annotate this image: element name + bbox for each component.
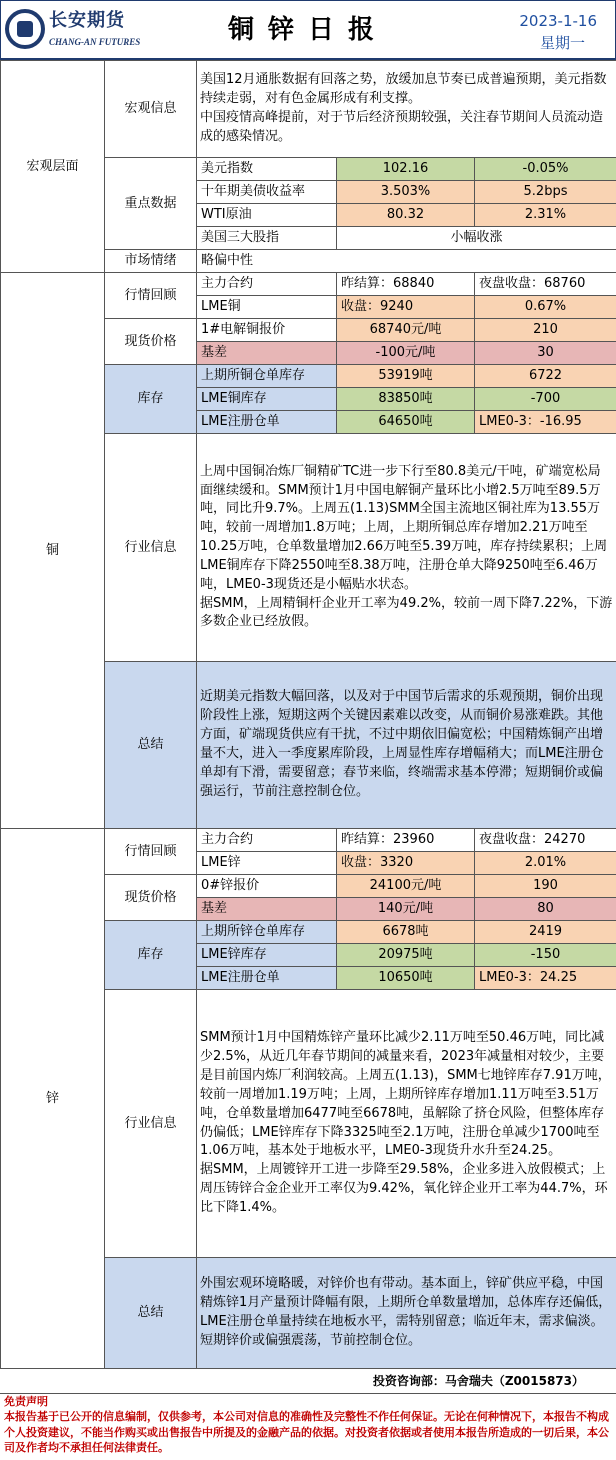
copper-inventory-value: 83850吨 (337, 388, 475, 411)
zinc-inventory-name: 上期所锌仓单库存 (197, 921, 337, 944)
zinc-inventory-label: 库存 (105, 921, 197, 990)
zinc-spot-price: 24100元/吨 (337, 875, 475, 898)
copper-inventory-change: LME0-3：-16.95 (475, 411, 616, 434)
zinc-basis-name: 基差 (197, 898, 337, 921)
copper-inventory-change: 6722 (475, 365, 616, 388)
zinc-inventory-change: LME0-3：24.25 (475, 967, 616, 990)
copper-market-label: 行情回顾 (105, 273, 197, 319)
copper-main-contract: 主力合约 (197, 273, 337, 296)
zinc-spot-change: 190 (475, 875, 616, 898)
zinc-market-label: 行情回顾 (105, 829, 197, 875)
key-data-value: 3.503% (337, 181, 475, 204)
copper-spot-label: 现货价格 (105, 319, 197, 365)
copper-inventory-label: 库存 (105, 365, 197, 434)
copper-industry-text: 上周中国铜冶炼厂铜精矿TC进一步下行至80.8美元/干吨，矿端宽松局面继续缓和。SMM预计1月中国电解铜产量环比小增2.5万吨至89.5万吨，同比升9.7%。上周五(1.13)SMM全国主流地区铜社库为13.55万吨，较前一周增加1.8万吨；上周，上期所铜总库存增加2.21万吨至10.25万吨，仓单数量增加2.66万吨至5.39万吨，库存持续累积；上周LME铜库存下降2550吨至8.38万吨，注册仓单大降9250吨至6.46万吨，LME0-3现货还是小幅贴水状态。 据SMM，上周精铜杆企业开工率为49.2%，较前一周下降7.22%，下游多数企业已经放假。 (197, 434, 616, 662)
key-data-label: 重点数据 (105, 158, 197, 250)
disclaimer-title: 免责声明 (4, 1395, 48, 1408)
logo-chinese-name: 长安期货 (49, 10, 125, 31)
copper-basis-name: 基差 (197, 342, 337, 365)
zinc-night-close: 夜盘收盘：24270 (475, 829, 616, 852)
key-data-name: 十年期美债收益率 (197, 181, 337, 204)
key-data-name: 美元指数 (197, 158, 337, 181)
key-data-merged-value: 小幅收涨 (337, 227, 616, 250)
copper-summary-text: 近期美元指数大幅回落，以及对于中国节后需求的乐观预期，铜价出现阶段性上涨，短期这两个关键因素难以改变，从而铜价易涨难跌。其他方面，矿端现货供应有干扰，不过中期依旧偏宽松；中国精炼铜产出增量不大，进入一季度累库阶段，上周显性库存增幅稍大；而LME注册仓单却有下滑，需要留意；春节来临，终端需求基本停滞；短期铜价或偏强运行，节前注意控制仓位。 (197, 662, 616, 829)
copper-inventory-change: -700 (475, 388, 616, 411)
contact-line: 投资咨询部：马舍瑞夫（Z0015873） (372, 1374, 584, 1388)
zinc-main-contract: 主力合约 (197, 829, 337, 852)
zinc-summary-text: 外围宏观环境略暖，对锌价也有带动。基本面上，锌矿供应平稳，中国精炼锌1月产量预计降幅有限，上期所仓单数量增加，总体库存还偏低，LME注册仓单量持续在地板水平，需特别留意；临近年末，需求偏淡。短期锌价或偏强震荡，节前控制仓位。 (197, 1258, 616, 1369)
copper-industry-label: 行业信息 (105, 434, 197, 662)
key-data-value: 102.16 (337, 158, 475, 181)
macro-info-text: 美国12月通胀数据有回落之势，放缓加息节奏已成普遍预期，美元指数持续走弱，对有色金属形成有利支撑。 中国疫情高峰提前，对于节后经济预期较强，关注春节期间人员流动造成的感染情况。 (197, 61, 616, 158)
copper-inventory-value: 64650吨 (337, 411, 475, 434)
zinc-inventory-value: 20975吨 (337, 944, 475, 967)
key-data-value: 80.32 (337, 204, 475, 227)
zinc-inventory-value: 6678吨 (337, 921, 475, 944)
zinc-lme-close: 收盘：3320 (337, 852, 475, 875)
copper-lme-change: 0.67% (475, 296, 616, 319)
copper-prev-settle: 昨结算：68840 (337, 273, 475, 296)
copper-spot-name: 1#电解铜报价 (197, 319, 337, 342)
disclaimer-text: 本报告基于已公开的信息编制，仅供参考，本公司对信息的准确性及完整性不作任何保证。无论在何种情况下，本报告不构成个人投资建议，不能当作购买或出售报告中所提及的金融产品的依据。对投资者依据或者使用本报告所造成的一切后果，本公司及作者均不承担任何法律责任。 (4, 1410, 609, 1455)
key-data-name: 美国三大股指 (197, 227, 337, 250)
copper-night-close: 夜盘收盘：68760 (475, 273, 616, 296)
zinc-inventory-value: 10650吨 (337, 967, 475, 990)
copper-basis-change: 30 (475, 342, 616, 365)
zinc-inventory-change: -150 (475, 944, 616, 967)
report-table (0, 60, 616, 1369)
zinc-inventory-name: LME注册仓单 (197, 967, 337, 990)
sentiment-value: 略偏中性 (197, 250, 616, 273)
zinc-basis-change: 80 (475, 898, 616, 921)
zinc-prev-settle: 昨结算：23960 (337, 829, 475, 852)
section-macro: 宏观层面 (1, 61, 105, 273)
zinc-inventory-change: 2419 (475, 921, 616, 944)
section-copper: 铜 (1, 273, 105, 829)
copper-inventory-name: LME注册仓单 (197, 411, 337, 434)
report-header (0, 0, 616, 60)
key-data-change: 5.2bps (475, 181, 616, 204)
section-zinc: 锌 (1, 829, 105, 1369)
zinc-summary-label: 总结 (105, 1258, 197, 1369)
copper-inventory-value: 53919吨 (337, 365, 475, 388)
disclaimer-block (0, 1393, 616, 1456)
zinc-inventory-name: LME锌库存 (197, 944, 337, 967)
copper-lme-close: 收盘：9240 (337, 296, 475, 319)
sentiment-label: 市场情绪 (105, 250, 197, 273)
zinc-spot-name: 0#锌报价 (197, 875, 337, 898)
logo-english-name: CHANG-AN FUTURES (49, 37, 141, 47)
key-data-change: 2.31% (475, 204, 616, 227)
macro-info-label: 宏观信息 (105, 61, 197, 158)
copper-summary-label: 总结 (105, 662, 197, 829)
zinc-lme-change: 2.01% (475, 852, 616, 875)
zinc-spot-label: 现货价格 (105, 875, 197, 921)
zinc-industry-text: SMM预计1月中国精炼锌产量环比减少2.11万吨至50.46万吨，同比减少2.5%，从近几年春节期间的减量来看，2023年减量相对较少，主要是目前国内炼厂利润较高。上周五(1.13)，SMM七地锌库存7.91万吨，较前一周增加1.19万吨；上周，上期所锌库存增加1.11万吨至3.51万吨，仓单数量增加6477吨至6678吨，虽解除了挤仓风险，但整体库存仍偏低；LME锌库存下降3325吨至2.1万吨，注册仓单减少1700吨至1.06万吨，基本处于地板水平，LME0-3现货升水升至24.25。 据SMM，上周镀锌开工进一步降至29.58%，企业多进入放假模式；上周压铸锌合金企业开工率仅为9.42%，氧化锌企业开工率为44.7%，环比下降1.4%。 (197, 990, 616, 1258)
copper-lme-name: LME铜 (197, 296, 337, 319)
copper-inventory-name: LME铜库存 (197, 388, 337, 411)
key-data-change: -0.05% (475, 158, 616, 181)
key-data-name: WTI原油 (197, 204, 337, 227)
report-date: 2023-1-16 (519, 12, 597, 30)
copper-spot-change: 210 (475, 319, 616, 342)
copper-basis-value: -100元/吨 (337, 342, 475, 365)
report-weekday: 星期一 (539, 34, 585, 52)
zinc-lme-name: LME锌 (197, 852, 337, 875)
report-title: 铜锌日报 (227, 15, 388, 45)
copper-inventory-name: 上期所铜仓单库存 (197, 365, 337, 388)
copper-spot-price: 68740元/吨 (337, 319, 475, 342)
zinc-basis-value: 140元/吨 (337, 898, 475, 921)
zinc-industry-label: 行业信息 (105, 990, 197, 1258)
